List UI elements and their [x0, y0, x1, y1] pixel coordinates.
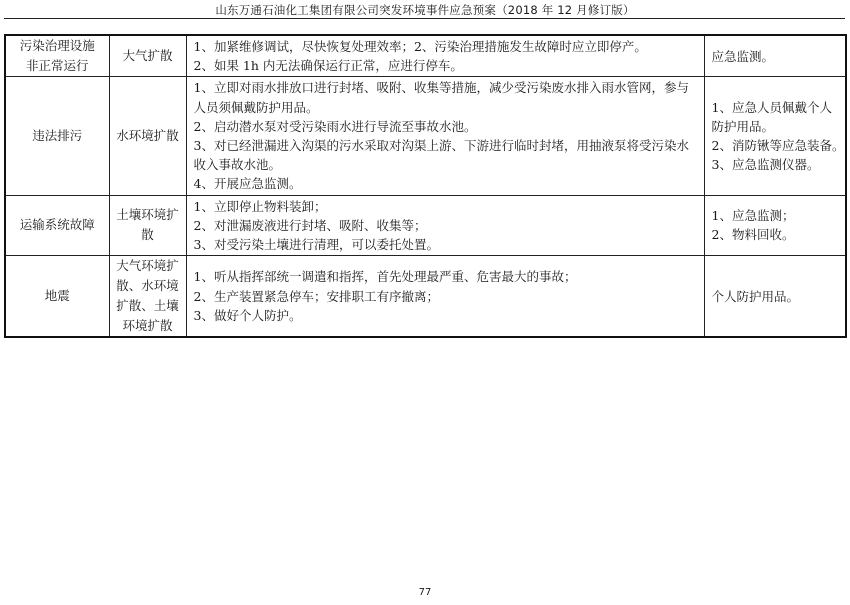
cell-line: 非正常运行: [25, 58, 89, 74]
cell-line: 个人防护用品。: [711, 288, 800, 304]
cell-line: 散: [141, 227, 154, 243]
cell-line: 3、对受污染土壤进行清理，可以委托处置。: [193, 237, 439, 253]
impact-cell: [109, 77, 186, 195]
cell-line: 违法排污: [32, 128, 83, 144]
resources-cell: [704, 77, 846, 195]
cell-line: 防护用品。: [711, 118, 775, 134]
cell-line: 2、启动潜水泵对受污染雨水进行导流至事故水池。: [193, 118, 477, 134]
cell-line: 大气环境扩: [116, 258, 179, 274]
response-measures-table: [4, 34, 847, 338]
cell-line: 1、立即停止物料装卸；: [193, 198, 327, 214]
cell-line: 1、应急监测；: [711, 208, 795, 224]
cell-line: 2、生产装置紧急停车；安排职工有序撤离；: [193, 288, 439, 304]
measures-cell: [186, 256, 704, 338]
cell-line: 扩散、土壤: [116, 298, 179, 314]
cell-line: 人员须佩戴防护用品。: [193, 99, 319, 115]
cell-line: 环境扩散: [122, 318, 173, 334]
cell-line: 2、物料回收。: [711, 227, 795, 243]
cell-line: 2、如果 1h 内无法确保运行正常，应进行停车。: [193, 58, 463, 74]
cell-line: 2、消防锹等应急装备。: [711, 138, 845, 154]
impact-cell: [109, 256, 186, 338]
page-header: 山东万通石油化工集团有限公司突发环境事件应急预案（2018 年 12 月修订版）: [215, 3, 635, 17]
resources-cell: [704, 195, 846, 256]
table-row: [5, 77, 846, 195]
cell-line: 1、应急人员佩戴个人: [711, 99, 832, 115]
event-cell: [5, 256, 109, 338]
event-cell: [5, 35, 109, 77]
cell-line: 3、做好个人防护。: [193, 307, 302, 323]
cell-line: 运输系统故障: [19, 217, 95, 233]
measures-cell: [186, 195, 704, 256]
cell-line: 4、开展应急监测。: [193, 176, 302, 192]
cell-line: 水环境扩散: [116, 128, 179, 144]
impact-cell: [109, 35, 186, 77]
cell-line: 2、对泄漏废液进行封堵、吸附、收集等；: [193, 217, 427, 233]
cell-line: 1、听从指挥部统一调遣和指挥，首先处理最严重、危害最大的事故；: [193, 269, 577, 285]
measures-cell: [186, 35, 704, 77]
measures-cell: [186, 77, 704, 195]
cell-line: 3、应急监测仪器。: [711, 157, 820, 173]
cell-line: 1、立即对雨水排放口进行封堵、吸附、收集等措施，减少受污染废水排入雨水管网，参与: [193, 80, 689, 96]
cell-line: 土壤环境扩: [116, 207, 179, 223]
cell-line: 地震: [44, 288, 70, 304]
table-row: [5, 195, 846, 256]
cell-line: 散、水环境: [116, 278, 179, 294]
resources-cell: [704, 35, 846, 77]
cell-line: 收入事故水池。: [193, 157, 282, 173]
impact-cell: [109, 195, 186, 256]
event-cell: [5, 195, 109, 256]
cell-line: 污染治理设施: [19, 38, 95, 54]
cell-line: 1、加紧维修调试，尽快恢复处理效率；2、污染治理措施发生故障时应立即停产。: [193, 39, 647, 54]
header-divider: [4, 18, 845, 19]
table-row: [5, 35, 846, 77]
resources-cell: [704, 256, 846, 338]
page-number: 77: [418, 587, 432, 598]
cell-line: 应急监测。: [711, 48, 775, 64]
table-row: [5, 256, 846, 338]
cell-line: 3、对已经泄漏进入沟渠的污水采取对沟渠上游、下游进行临时封堵，用抽液泵将受污染水: [193, 138, 689, 154]
event-cell: [5, 77, 109, 195]
cell-line: 大气扩散: [122, 48, 173, 64]
